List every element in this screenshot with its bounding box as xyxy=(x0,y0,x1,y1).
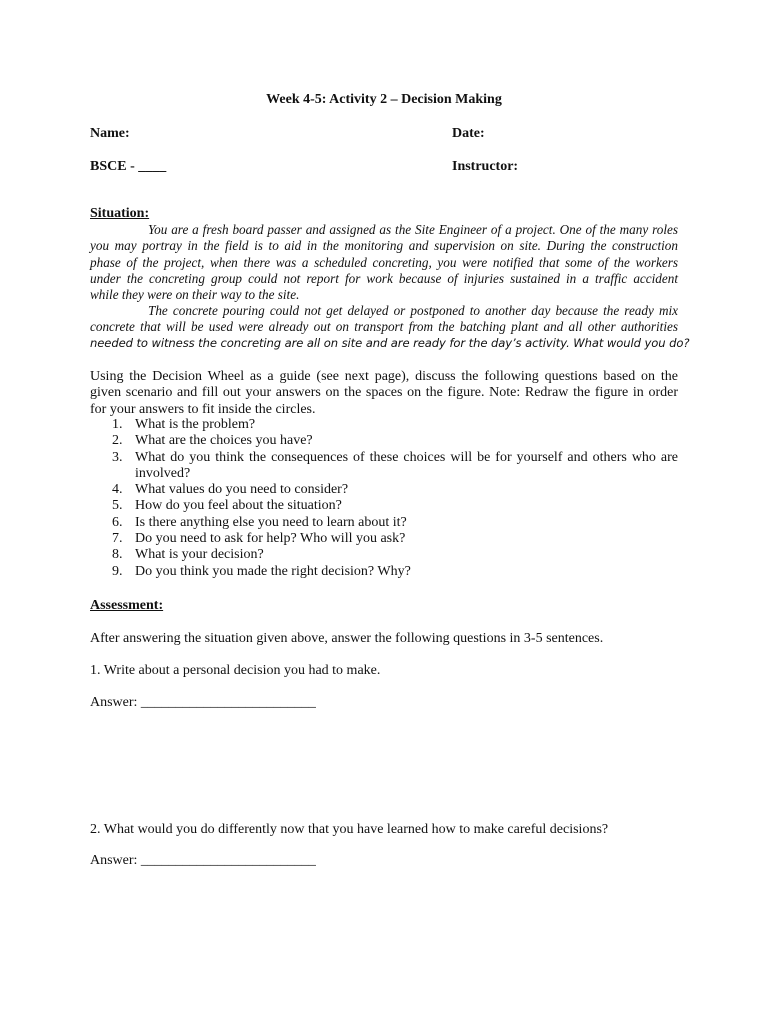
question-text: What are the choices you have? xyxy=(135,433,313,449)
answer-line-2[interactable]: Answer: _________________________ xyxy=(90,853,316,868)
bsce-label: BSCE - ____ xyxy=(90,159,167,174)
name-label: Name: xyxy=(90,126,130,141)
question-list xyxy=(90,417,678,580)
list-item xyxy=(90,564,678,580)
situation-line: phase of the project, when there was a scheduled concreting, you were notified that some of the workers xyxy=(90,254,678,270)
list-item xyxy=(90,433,678,449)
question-text: Do you think you made the right decision? Why? xyxy=(135,563,411,579)
situation-paragraph-2 xyxy=(90,303,678,336)
situation-heading: Situation: xyxy=(90,206,150,221)
question-number: 1. xyxy=(112,417,123,432)
question-number: 4. xyxy=(112,482,123,498)
question-number: 8. xyxy=(112,547,123,563)
list-item xyxy=(90,498,678,514)
situation-line: you may portray in the field is to aid in the monitoring and supervision on site. During the construction xyxy=(90,238,678,254)
situation-line: The concrete pouring could not get delayed or postponed to another day because the ready mix xyxy=(148,303,678,318)
situation-line: while they were on their way to the site. xyxy=(90,287,300,303)
question-text: What is your decision? xyxy=(135,547,264,563)
question-text: How do you feel about the situation? xyxy=(135,498,342,514)
answer-line-1[interactable]: Answer: _________________________ xyxy=(90,695,316,710)
list-item xyxy=(90,531,678,547)
situation-line: You are a fresh board passer and assigned as the Site Engineer of a project. One of the many roles xyxy=(148,222,678,237)
situation-last-line: needed to witness the concreting are all on site and are ready for the day’s activity. What would you do? xyxy=(90,336,690,350)
instructions-line: Using the Decision Wheel as a guide (see next page), discuss the following questions based on the xyxy=(90,369,678,384)
question-text: Do you need to ask for help? Who will you ask? xyxy=(135,531,406,547)
assessment-heading: Assessment: xyxy=(90,598,164,613)
situation-line: under the concreting group could not report for work because of injuries sustained in a traffic accident xyxy=(90,270,678,286)
list-item xyxy=(90,450,678,483)
question-text: What is the problem? xyxy=(135,417,256,432)
situation-line: concrete that will be used were already out on transport from the batching plant and all other authorities xyxy=(90,319,678,335)
instructions-paragraph xyxy=(90,369,678,418)
question-number: 2. xyxy=(112,433,123,449)
date-label: Date: xyxy=(452,126,485,141)
assessment-question-2: 2. What would you do differently now that you have learned how to make careful decisions? xyxy=(90,822,609,837)
question-number: 6. xyxy=(112,514,123,530)
question-text: Is there anything else you need to learn about it? xyxy=(135,514,407,530)
list-item xyxy=(90,417,678,433)
question-text: What values do you need to consider? xyxy=(135,482,349,498)
assessment-question-1: 1. Write about a personal decision you had to make. xyxy=(90,663,381,678)
question-text: What do you think the consequences of these choices will be for yourself and others who are involved? xyxy=(135,449,678,481)
instructor-label: Instructor: xyxy=(452,159,519,174)
question-number: 3. xyxy=(112,449,123,465)
situation-paragraph-1 xyxy=(90,222,678,303)
question-number: 9. xyxy=(112,563,123,579)
instructions-line: given scenario and fill out your answers on the spaces on the figure. Note: Redraw the figure in order xyxy=(90,385,678,401)
instructions-line: for your answers to fit inside the circles. xyxy=(90,401,316,417)
assessment-intro: After answering the situation given above, answer the following questions in 3-5 sentences. xyxy=(90,631,604,646)
question-number: 7. xyxy=(112,531,123,547)
list-item xyxy=(90,547,678,563)
list-item xyxy=(90,515,678,531)
question-number: 5. xyxy=(112,498,123,514)
page-title: Week 4-5: Activity 2 – Decision Making xyxy=(266,92,502,107)
list-item xyxy=(90,482,678,498)
